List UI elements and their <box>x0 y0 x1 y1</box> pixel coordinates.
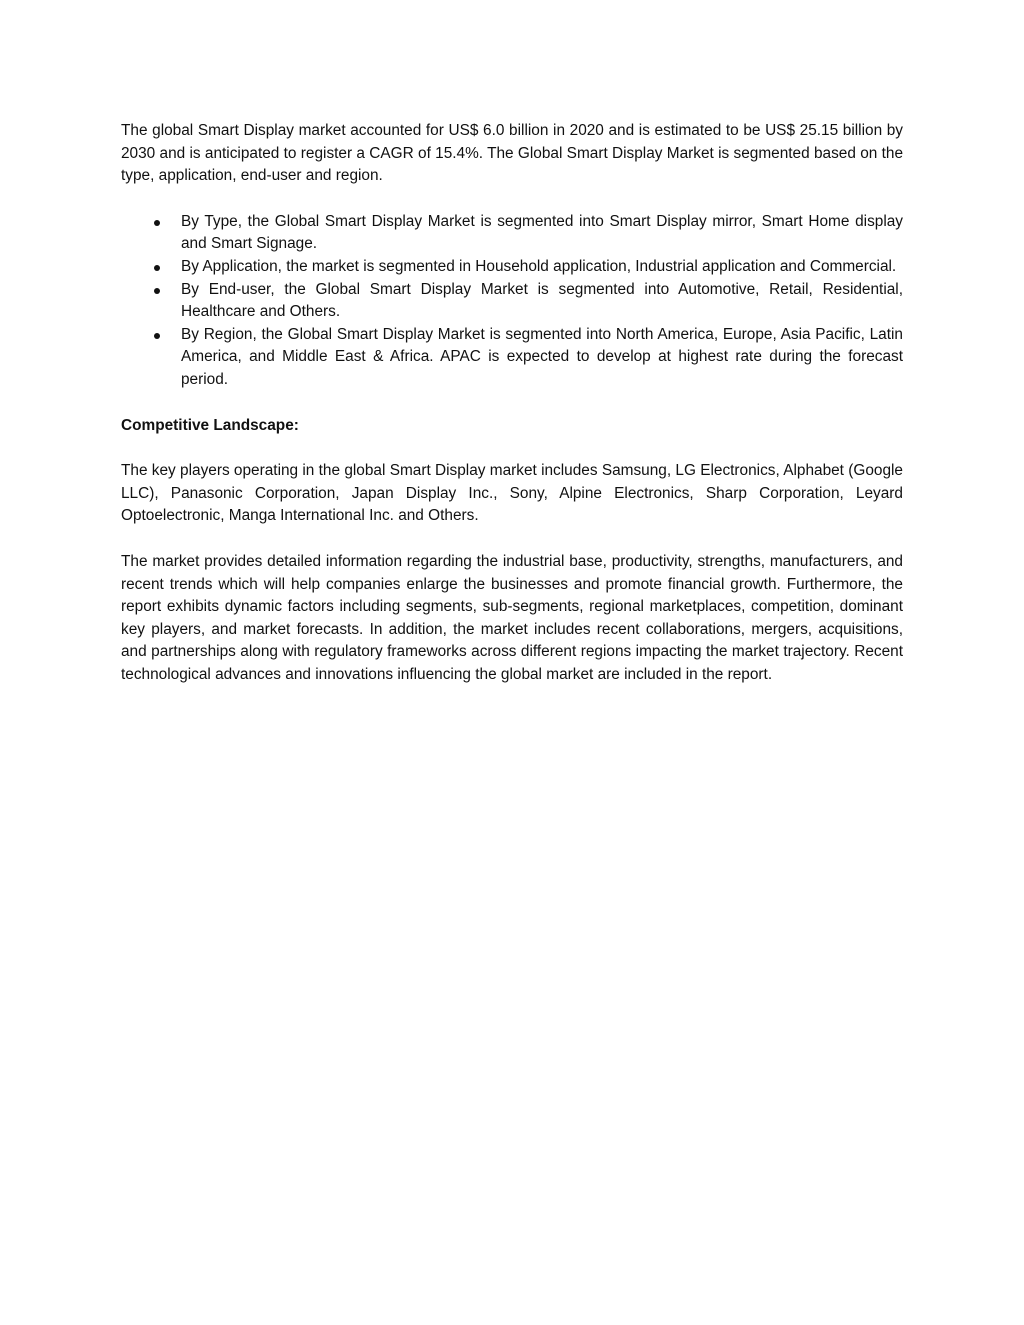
bullet-icon <box>154 333 160 339</box>
list-item-text: By Application, the market is segmented in Household application, Industrial application and Commercial. <box>181 257 897 275</box>
intro-paragraph: The global Smart Display market accounted for US$ 6.0 billion in 2020 and is estimated to be US$ 25.15 billion by 2030 and is anticipated to register a CAGR of 15.4%. The Global Smart Display Market is segmented based on the type, application, end-user and region. <box>121 122 903 185</box>
market-details-paragraph: The market provides detailed information regarding the industrial base, productivity, strengths, manufacturers, and recent trends which will help companies enlarge the businesses and promote financial growth. Furthermore, the report exhibits dynamic factors including segments, sub-segments, regional marketplaces, competition, dominant key players, and market forecasts. In addition, the market includes recent collaborations, mergers, acquisitions, and partnerships along with regulatory frameworks across different regions impacting the market trajectory. Recent technological advances and innovations influencing the global market are included in the report. <box>121 552 903 683</box>
spacer <box>121 437 903 460</box>
list-item-text: By End-user, the Global Smart Display Market is segmented into Automotive, Retail, Residential, Healthcare and Others. <box>181 280 903 321</box>
document-page <box>121 120 903 686</box>
list-item <box>121 279 903 324</box>
list-item-text: By Type, the Global Smart Display Market is segmented into Smart Display mirror, Smart Home display and Smart Signage. <box>181 212 903 253</box>
competitive-landscape-heading: Competitive Landscape: <box>121 416 299 434</box>
segment-list <box>121 211 903 392</box>
spacer <box>121 392 903 415</box>
list-item <box>121 211 903 256</box>
bullet-icon <box>154 220 160 226</box>
spacer <box>121 528 903 551</box>
spacer <box>121 188 903 211</box>
list-item <box>121 256 903 279</box>
bullet-icon <box>154 288 160 294</box>
list-item <box>121 324 903 392</box>
bullet-icon <box>154 265 160 271</box>
list-item-text: By Region, the Global Smart Display Market is segmented into North America, Europe, Asia Pacific, Latin America, and Middle East & Africa. APAC is expected to develop at highest rate during the forecast period. <box>181 325 903 388</box>
key-players-paragraph: The key players operating in the global Smart Display market includes Samsung, LG Electronics, Alphabet (Google LLC), Panasonic Corporation, Japan Display Inc., Sony, Alpine Electronics, Sharp Corporation, Leyard Optoelectronic, Manga International Inc. and Others. <box>121 462 903 525</box>
